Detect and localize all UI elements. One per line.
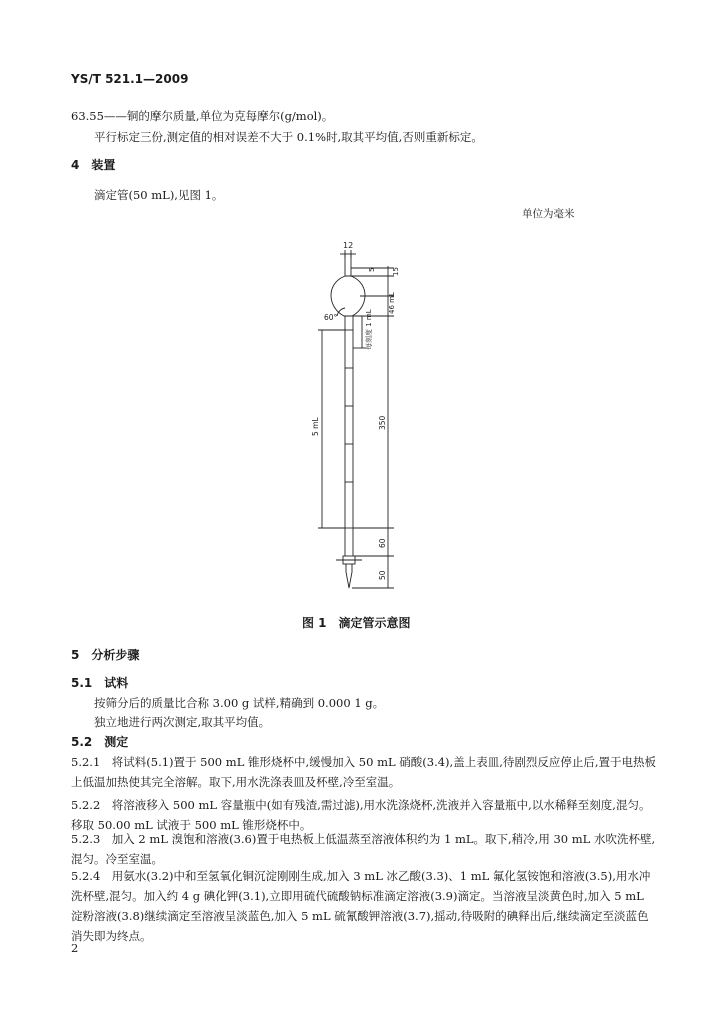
page-number: 2 (71, 941, 79, 955)
left-volume-label: 5 mL (311, 417, 320, 436)
section-4-title: 4 装置 (71, 158, 116, 172)
section-5-1-title: 5.1 试料 (71, 676, 129, 690)
angle-label: 60° (324, 313, 338, 322)
dim-50-label: 50 (378, 570, 387, 580)
section-5-2-4: 5.2.4 用氨水(3.2)中和至氢氧化铜沉淀刚刚生成,加入 3 mL 冰乙酸(3.3)、1 mL 氟化氢铵饱和溶液(3.5),用水冲洗杯壁,混匀。加入约 4 g 碘化钾(3.1),立即用硫代硫酸钠标准滴定溶液(3.9)滴定。当溶液呈淡黄色时,加入 5 mL 淀粉溶液(3.8)继续滴定至溶液呈淡蓝色,加入 5 mL 硫氰酸钾溶液(3.7),摇动,待吸附的碘释出后,继续滴定至淡蓝色消失即为终点。 (71, 869, 651, 943)
section-4-text: 滴定管(50 mL),见图 1。 (94, 188, 224, 202)
reservoir-bulb (331, 276, 365, 316)
dim-5-label: 5 (368, 267, 376, 272)
burette-tip (346, 564, 352, 588)
section-5-2-2: 5.2.2 将溶液移入 500 mL 容量瓶中(如有残渣,需过滤),用水洗涤烧杯,洗液并入容量瓶中,以水稀释至刻度,混匀。移取 50.00 mL 试液于 500 mL 锥形烧杯中。 (71, 798, 651, 832)
section-5-1-line-2: 独立地进行两次测定,取其平均值。 (94, 715, 271, 729)
section-5-title: 5 分析步骤 (71, 648, 140, 662)
intro-line-2: 平行标定三份,测定值的相对误差不大于 0.1%时,取其平均值,否则重新标定。 (94, 130, 483, 144)
dim-15-label: 15 (392, 267, 400, 276)
section-5-2-3: 5.2.3 加入 2 mL 溴饱和溶液(3.6)置于电热板上低温蒸至溶液体积约为 1 mL。取下,稍冷,用 30 mL 水吹洗杯壁,混匀。冷至室温。 (71, 832, 656, 866)
burette-figure (290, 238, 440, 598)
intro-line-1: 63.55——铜的摩尔质量,单位为克每摩尔(g/mol)。 (71, 109, 334, 123)
dim-60-label: 60 (378, 538, 387, 548)
unit-note: 单位为毫米 (522, 208, 575, 220)
standard-id: YS/T 521.1—2009 (71, 72, 189, 86)
figure-caption: 图 1 滴定管示意图 (302, 616, 411, 630)
dim-top-label: 12 (343, 241, 354, 250)
dim-350-label: 350 (378, 415, 387, 430)
graduation-label: 每刻度 1 mL (365, 309, 373, 350)
section-5-2-title: 5.2 测定 (71, 735, 129, 749)
angle-arc (337, 308, 345, 316)
dim-46-label: 46 mL (388, 292, 396, 314)
section-5-1-line-1: 按筛分后的质量比合称 3.00 g 试样,精确到 0.000 1 g。 (94, 696, 385, 710)
section-5-2-1: 5.2.1 将试料(5.1)置于 500 mL 锥形烧杯中,缓慢加入 50 mL 硝酸(3.4),盖上表皿,待剧烈反应停止后,置于电热板上低温加热使其完全溶解。取下,用水洗涤表皿及杯壁,冷至室温。 (71, 755, 657, 789)
